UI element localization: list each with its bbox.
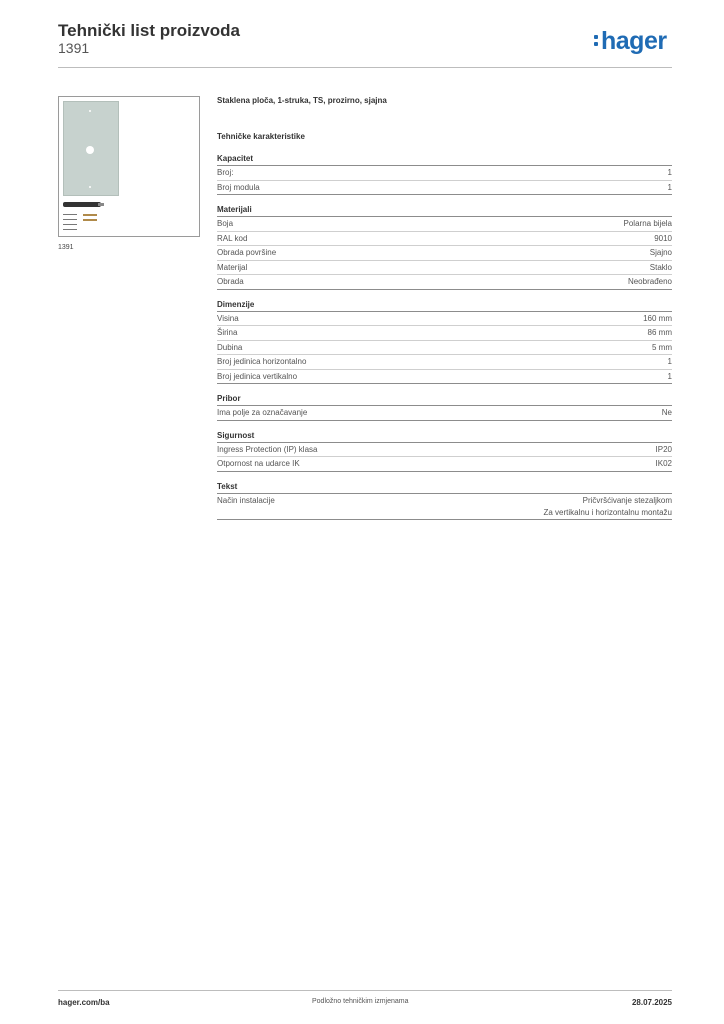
header-divider bbox=[58, 67, 672, 68]
spec-value-line: 5 mm bbox=[652, 342, 672, 352]
spec-label: Broj jedinica horizontalno bbox=[217, 357, 307, 366]
spec-value bbox=[668, 166, 672, 180]
spec-value-line: Neobrađeno bbox=[627, 277, 672, 286]
spec-value-line: Polarna bijela bbox=[623, 219, 672, 228]
screwdriver-icon bbox=[63, 202, 101, 207]
hager-logo bbox=[594, 27, 667, 55]
spec-value-line: 160 mm bbox=[643, 313, 672, 323]
spec-value bbox=[650, 246, 672, 260]
spec-label: Visina bbox=[217, 313, 239, 323]
spec-value bbox=[656, 457, 672, 471]
spec-row bbox=[217, 312, 672, 327]
spec-label: Obrada površine bbox=[217, 248, 277, 257]
section-tekst bbox=[217, 482, 672, 520]
footer-date: 28.07.2025 bbox=[631, 998, 672, 1007]
product-title: Staklena ploča, 1-struka, TS, prozirno, sjajna bbox=[217, 96, 387, 105]
spec-label: RAL kod bbox=[217, 233, 248, 243]
spec-label: Dubina bbox=[217, 342, 243, 352]
section-pribor bbox=[217, 394, 672, 421]
spec-row bbox=[217, 261, 672, 276]
spec-label: Broj: bbox=[217, 168, 234, 177]
spec-row bbox=[217, 406, 672, 421]
spec-value bbox=[650, 261, 672, 275]
logo-dots-icon bbox=[594, 33, 599, 47]
spec-row bbox=[217, 443, 672, 458]
footer-divider bbox=[58, 990, 672, 991]
image-caption: 1391 bbox=[58, 244, 74, 251]
spec-value-line: 1 bbox=[667, 182, 672, 192]
spec-row bbox=[217, 494, 672, 520]
spec-value bbox=[643, 312, 672, 326]
spec-row bbox=[217, 275, 672, 290]
spec-row bbox=[217, 370, 672, 385]
spec-row bbox=[217, 246, 672, 261]
spec-value-line: Ne bbox=[661, 408, 672, 417]
spec-row bbox=[217, 181, 672, 196]
spec-value bbox=[668, 370, 672, 384]
spec-value-line: 1 bbox=[667, 371, 672, 381]
spec-row bbox=[217, 232, 672, 247]
spec-value bbox=[668, 355, 672, 369]
spec-value bbox=[624, 217, 672, 231]
spec-label: Obrada bbox=[217, 277, 244, 286]
spec-value bbox=[543, 495, 672, 519]
product-code: 1391 bbox=[58, 40, 90, 56]
spec-value bbox=[652, 341, 672, 355]
spec-value bbox=[648, 326, 672, 340]
spec-value-line: 1 bbox=[667, 168, 672, 177]
spec-label: Broj jedinica vertikalno bbox=[217, 371, 298, 381]
section-materijali bbox=[217, 205, 672, 290]
spec-value bbox=[628, 275, 672, 289]
spec-value-line: Sjajno bbox=[649, 248, 672, 257]
spec-label: Ingress Protection (IP) klasa bbox=[217, 444, 318, 454]
section-title: Sigurnost bbox=[217, 431, 672, 443]
spec-value-line: IP20 bbox=[655, 444, 672, 454]
section-kapacitet bbox=[217, 154, 672, 195]
page-title: Tehnički list proizvoda bbox=[58, 21, 240, 40]
spec-value bbox=[662, 406, 672, 420]
spec-row bbox=[217, 326, 672, 341]
spec-label: Širina bbox=[217, 328, 238, 337]
spec-label: Otpornost na udarce IK bbox=[217, 459, 300, 468]
spec-label: Boja bbox=[217, 219, 234, 228]
spec-row bbox=[217, 457, 672, 472]
spec-value bbox=[656, 443, 672, 457]
spec-value-line: 86 mm bbox=[647, 328, 672, 337]
spec-value-line: IK02 bbox=[655, 459, 672, 468]
spec-row bbox=[217, 217, 672, 232]
spec-value-line: Staklo bbox=[649, 262, 672, 272]
spec-row bbox=[217, 341, 672, 356]
spec-row bbox=[217, 166, 672, 181]
spec-value-line: Pričvršćivanje stezaljkom bbox=[582, 495, 672, 505]
spec-row bbox=[217, 355, 672, 370]
footer-site: hager.com/ba bbox=[58, 998, 110, 1007]
section-sigurnost bbox=[217, 431, 672, 472]
spec-content bbox=[217, 96, 672, 530]
spec-value-line: Za vertikalnu i horizontalnu montažu bbox=[543, 507, 672, 517]
section-dimenzije bbox=[217, 300, 672, 385]
section-title: Pribor bbox=[217, 394, 672, 406]
product-image bbox=[58, 96, 200, 237]
spec-value bbox=[668, 181, 672, 195]
spec-sections bbox=[217, 154, 672, 520]
section-title: Kapacitet bbox=[217, 154, 672, 166]
main-heading: Tehničke karakteristike bbox=[217, 132, 305, 141]
logo-text: hager bbox=[601, 27, 667, 55]
footer-note: Podložno tehničkim izmjenama bbox=[312, 998, 409, 1005]
spec-value-line: 9010 bbox=[654, 233, 672, 243]
spec-label: Ima polje za označavanje bbox=[217, 408, 308, 417]
spec-label: Materijal bbox=[217, 262, 248, 272]
section-title: Tekst bbox=[217, 482, 672, 494]
section-title: Dimenzije bbox=[217, 300, 672, 312]
section-title: Materijali bbox=[217, 205, 672, 217]
spec-label: Način instalacije bbox=[217, 495, 275, 505]
spec-label: Broj modula bbox=[217, 182, 260, 192]
glass-plate-picture bbox=[63, 101, 119, 196]
spec-value-line: 1 bbox=[667, 357, 672, 366]
spec-value bbox=[654, 232, 672, 246]
